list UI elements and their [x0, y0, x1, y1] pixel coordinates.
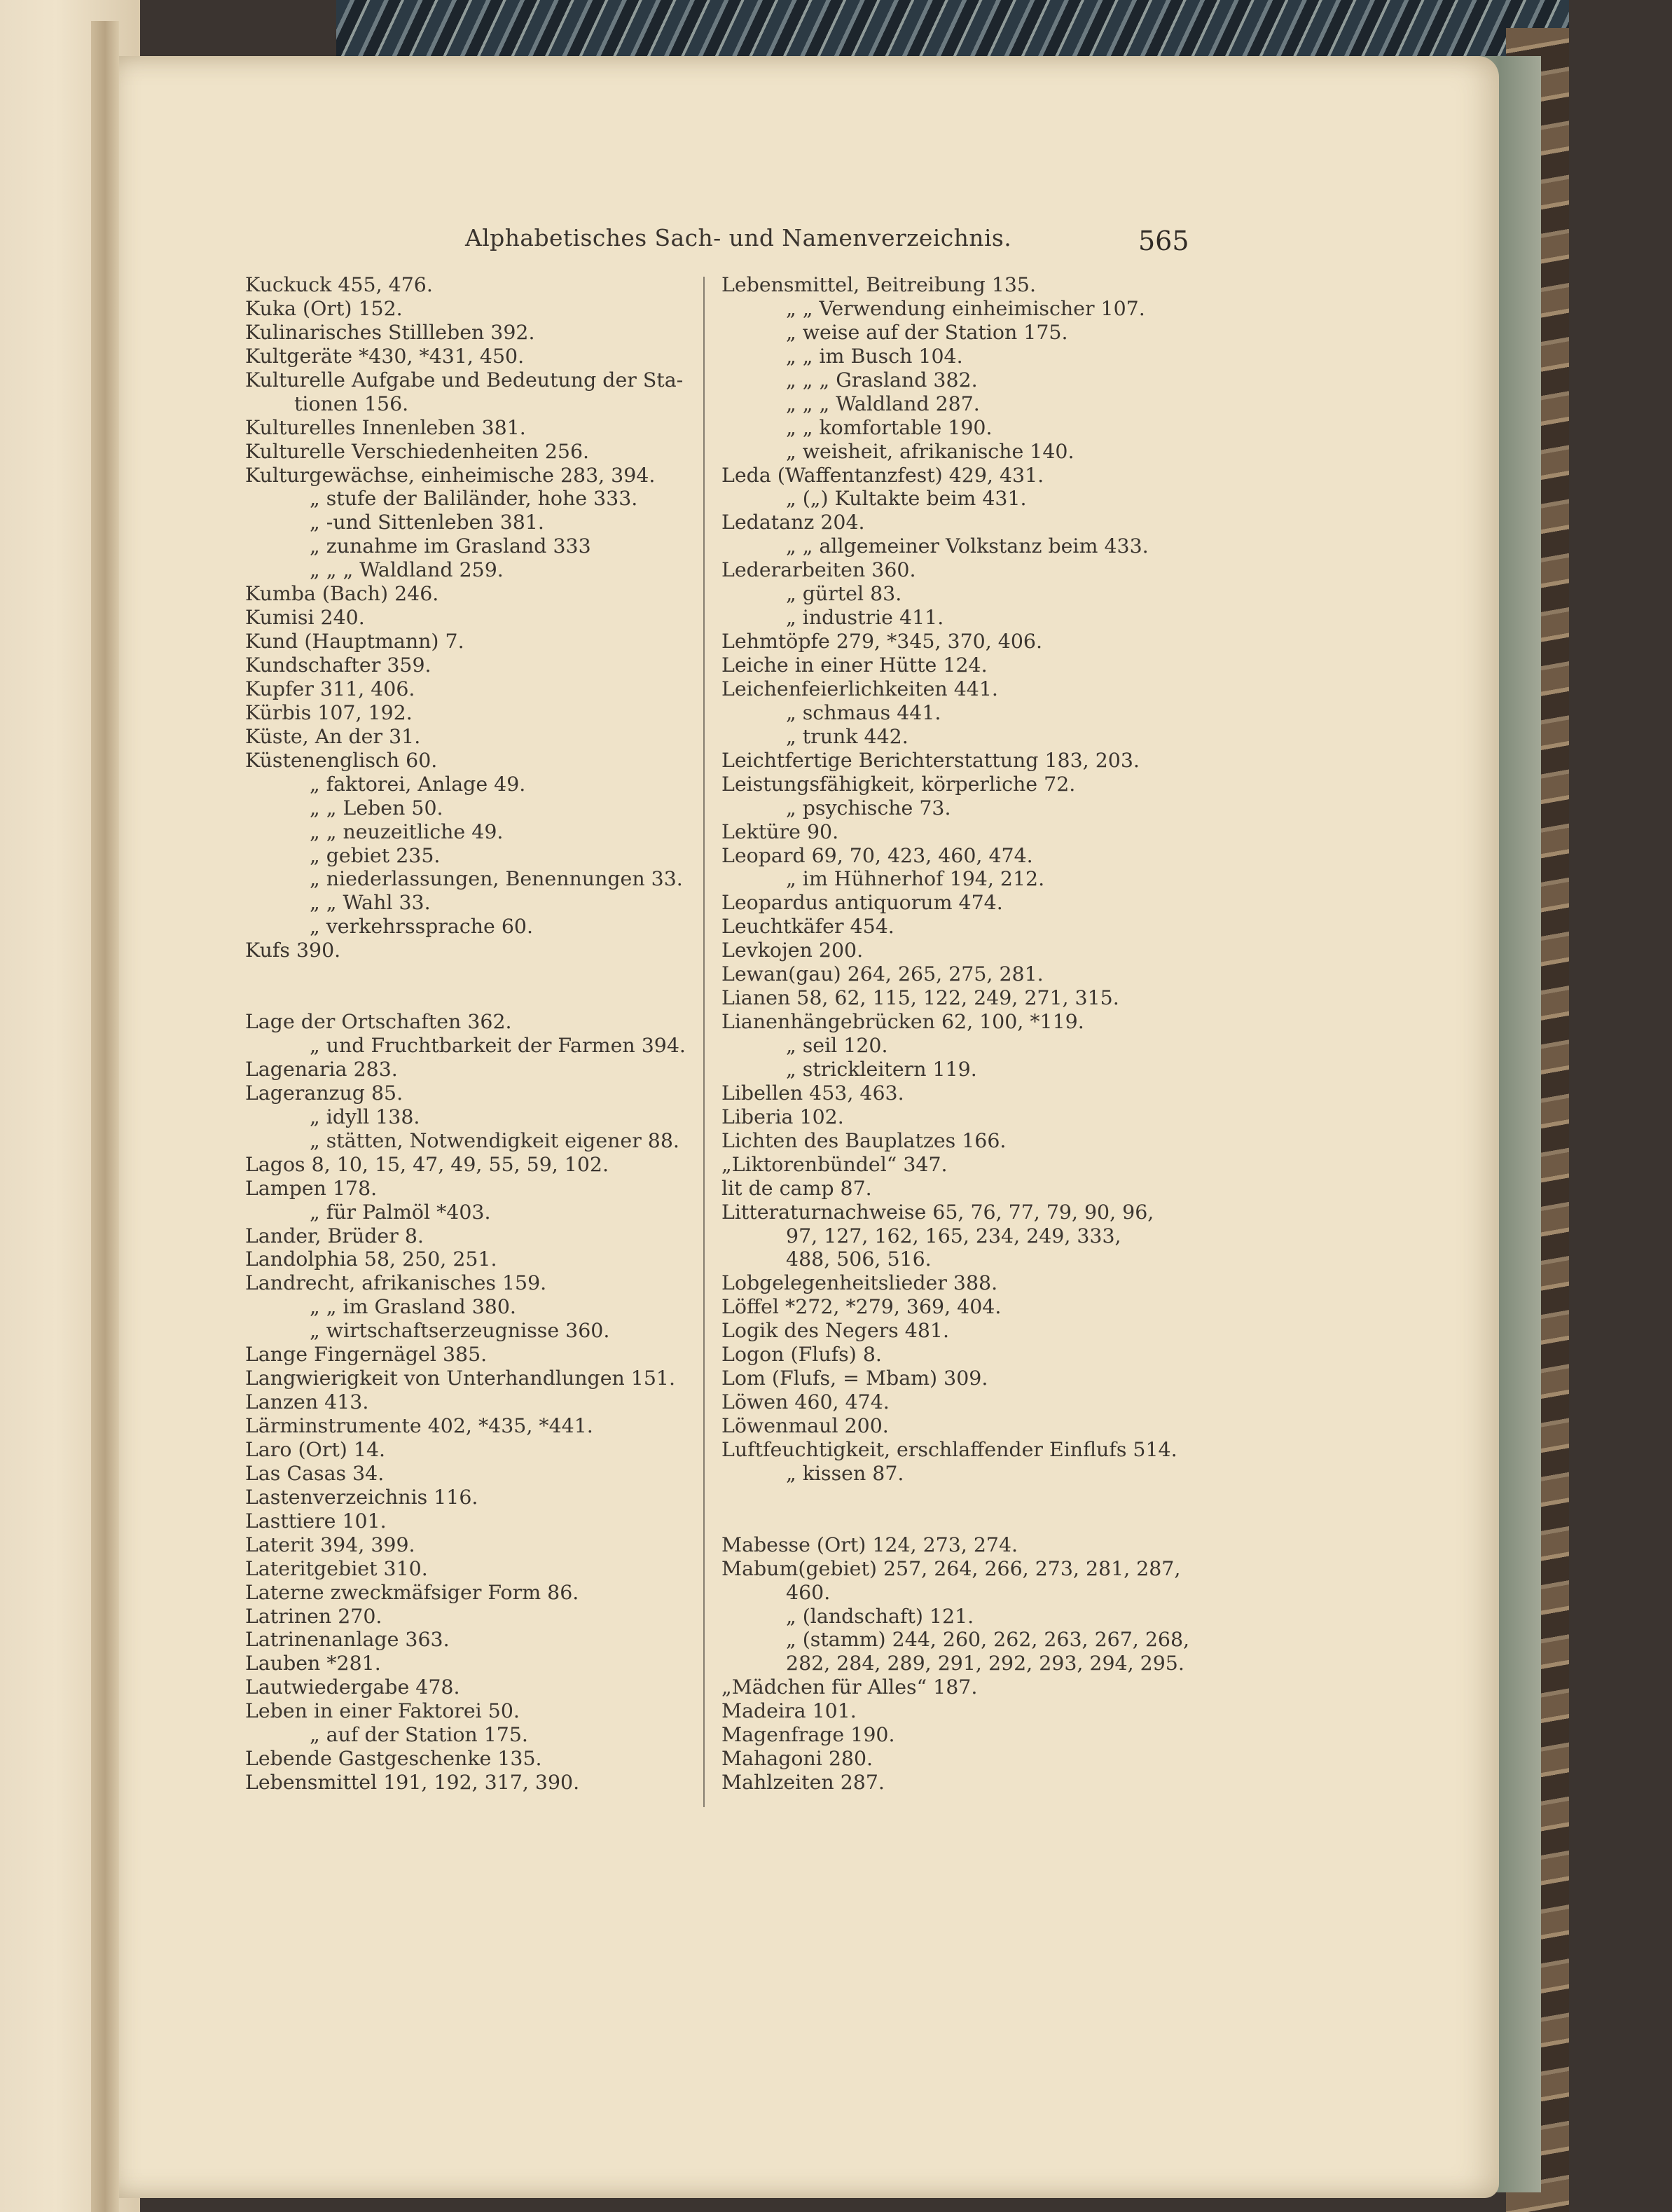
index-entry: „ stufe der Baliländer, hohe 333.: [310, 487, 638, 511]
index-entry: „ industrie 411.: [786, 606, 944, 630]
index-entry: „ „ im Grasland 380.: [310, 1295, 516, 1319]
marbled-cover-top: [336, 0, 1569, 63]
index-entry: Küste, An der 31.: [245, 724, 421, 748]
index-entry: „ für Palmöl *403.: [310, 1200, 491, 1224]
index-entry: Laterne zweckmäfsiger Form 86.: [245, 1580, 579, 1604]
section-gap: [245, 962, 707, 1010]
index-entry: Kumisi 240.: [245, 606, 365, 630]
index-entry: „ „ allgemeiner Volkstanz beim 433.: [786, 534, 1149, 558]
index-entry: „ („) Kultakte beim 431.: [786, 487, 1027, 511]
index-entry: „ „ „ Grasland 382.: [786, 368, 978, 392]
index-entry: Leopardus antiquorum 474.: [721, 891, 1003, 915]
index-entry: Lehmtöpfe 279, *345, 370, 406.: [721, 630, 1042, 654]
index-entry: „Liktorenbündel“ 347.: [721, 1152, 948, 1176]
index-entry: Lebensmittel, Beitreibung 135.: [721, 273, 1036, 296]
index-entry: Kupfer 311, 406.: [245, 677, 415, 700]
index-entry: Lange Fingernägel 385.: [245, 1343, 488, 1367]
index-entry: Kumba (Bach) 246.: [245, 582, 439, 606]
index-entry: Kulturelle Aufgabe und Bedeutung der Sta-: [245, 368, 684, 392]
index-entry: Küstenenglisch 60.: [245, 748, 438, 772]
index-entry: Lauben *281.: [245, 1652, 381, 1675]
index-entry: Lebende Gastgeschenke 135.: [245, 1747, 542, 1771]
index-entry: „ „ neuzeitliche 49.: [310, 820, 504, 843]
index-entry: „ zunahme im Grasland 333: [310, 534, 591, 558]
index-entry: Lektüre 90.: [721, 820, 839, 843]
index-entry: Kund (Hauptmann) 7.: [245, 630, 464, 654]
index-entry: Lärminstrumente 402, *435, *441.: [245, 1414, 593, 1438]
index-entry: „ (stamm) 244, 260, 262, 263, 267, 268,: [786, 1628, 1190, 1652]
index-entry: „ seil 120.: [786, 1034, 888, 1057]
index-entry: „ kissen 87.: [786, 1461, 904, 1485]
index-entry: Leichenfeierlichkeiten 441.: [721, 677, 998, 700]
index-entry: „ „ Wahl 33.: [310, 891, 431, 915]
index-entry: „ gürtel 83.: [786, 582, 902, 606]
index-entry: „ -und Sittenleben 381.: [310, 511, 544, 534]
index-entry: Kundschafter 359.: [245, 654, 431, 677]
index-entry: Kulturelles Innenleben 381.: [245, 415, 526, 439]
index-entry: Lateritgebiet 310.: [245, 1556, 428, 1580]
index-entry: „ (landschaft) 121.: [786, 1604, 974, 1628]
index-entry: „ verkehrssprache 60.: [310, 915, 533, 939]
index-entry: „ „ komfortable 190.: [786, 415, 993, 439]
index-entry: „ „ „ Waldland 259.: [310, 558, 504, 582]
index-entry: „ niederlassungen, Benennungen 33.: [310, 867, 683, 891]
index-entry: Litteraturnachweise 65, 76, 77, 79, 90, 96,: [721, 1200, 1154, 1224]
index-entry: 488, 506, 516.: [786, 1247, 932, 1271]
index-entry: „ trunk 442.: [786, 724, 908, 748]
index-entry: „ auf der Station 175.: [310, 1723, 528, 1747]
index-entry: Leichtfertige Berichterstattung 183, 203.: [721, 748, 1140, 772]
index-entry: „ gebiet 235.: [310, 843, 441, 867]
index-entry: Leistungsfähigkeit, körperliche 72.: [721, 772, 1076, 796]
index-entry: Logon (Flufs) 8.: [721, 1343, 882, 1367]
index-entry: Lageranzug 85.: [245, 1081, 403, 1105]
index-entry: „ weisheit, afrikanische 140.: [786, 439, 1075, 463]
index-entry: Lobgelegenheitslieder 388.: [721, 1271, 998, 1295]
index-entry: „ stätten, Notwendigkeit eigener 88.: [310, 1128, 679, 1152]
index-entry: „ strickleitern 119.: [786, 1057, 977, 1081]
index-entry: Libellen 453, 463.: [721, 1081, 904, 1105]
index-entry: „Mädchen für Alles“ 187.: [721, 1675, 978, 1699]
index-entry: Lichten des Bauplatzes 166.: [721, 1128, 1007, 1152]
index-entry: Lianen 58, 62, 115, 122, 249, 271, 315.: [721, 986, 1119, 1010]
index-entry: „ schmaus 441.: [786, 700, 941, 724]
index-entry: Liberia 102.: [721, 1105, 844, 1128]
index-entry: Latrinen 270.: [245, 1604, 382, 1628]
index-entry: Leda (Waffentanzfest) 429, 431.: [721, 463, 1044, 487]
index-entry: Lautwiedergabe 478.: [245, 1675, 460, 1699]
index-entry: Lanzen 413.: [245, 1390, 369, 1414]
page-number: 565: [1138, 226, 1189, 256]
section-gap: [721, 1486, 1184, 1533]
index-entry: Löffel *272, *279, 369, 404.: [721, 1295, 1002, 1319]
index-entry: Lianenhängebrücken 62, 100, *119.: [721, 1010, 1084, 1034]
index-entry: Laterit 394, 399.: [245, 1533, 415, 1556]
index-entry: Lom (Flufs, = Mbam) 309.: [721, 1367, 988, 1390]
index-column-right: [721, 273, 1190, 1795]
index-entry: Kultgeräte *430, *431, 450.: [245, 344, 525, 368]
index-entry: Ledatanz 204.: [721, 511, 865, 534]
index-entry: Löwen 460, 474.: [721, 1390, 890, 1414]
index-entry: Leiche in einer Hütte 124.: [721, 654, 988, 677]
index-entry: Mabum(gebiet) 257, 264, 266, 273, 281, 287,: [721, 1556, 1181, 1580]
index-entry: Kuka (Ort) 152.: [245, 296, 403, 320]
index-entry: Kürbis 107, 192.: [245, 700, 413, 724]
index-entry: 97, 127, 162, 165, 234, 249, 333,: [786, 1224, 1121, 1247]
index-entry: „ weise auf der Station 175.: [786, 320, 1068, 344]
index-entry: Logik des Negers 481.: [721, 1319, 949, 1343]
index-entry: Madeira 101.: [721, 1699, 857, 1723]
index-entry: Leben in einer Faktorei 50.: [245, 1699, 520, 1723]
index-entry: „ wirtschaftserzeugnisse 360.: [310, 1319, 610, 1343]
index-entry: Landrecht, afrikanisches 159.: [245, 1271, 547, 1295]
index-entry: „ „ „ Waldland 287.: [786, 392, 980, 415]
index-entry: Lage der Ortschaften 362.: [245, 1010, 512, 1034]
index-entry: Kufs 390.: [245, 939, 341, 962]
index-entry: Lasttiere 101.: [245, 1509, 387, 1533]
index-entry: Mahlzeiten 287.: [721, 1771, 885, 1795]
index-entry: Levkojen 200.: [721, 939, 864, 962]
index-entry: Langwierigkeit von Unterhandlungen 151.: [245, 1367, 676, 1390]
index-column-left: [245, 273, 707, 1795]
index-entry: Las Casas 34.: [245, 1461, 385, 1485]
index-entry: Lander, Brüder 8.: [245, 1224, 424, 1247]
book-gutter: [91, 21, 119, 2212]
index-entry: Laro (Ort) 14.: [245, 1437, 386, 1461]
index-entry: Lagos 8, 10, 15, 47, 49, 55, 59, 102.: [245, 1152, 609, 1176]
index-entry: Lebensmittel 191, 192, 317, 390.: [245, 1771, 580, 1795]
index-entry: Lederarbeiten 360.: [721, 558, 916, 582]
index-entry: Leuchtkäfer 454.: [721, 915, 894, 939]
index-entry: „ im Hühnerhof 194, 212.: [786, 867, 1045, 891]
index-entry: „ „ im Busch 104.: [786, 344, 963, 368]
index-entry: Leopard 69, 70, 423, 460, 474.: [721, 843, 1033, 867]
index-entry: Kuckuck 455, 476.: [245, 273, 433, 296]
index-entry: Landolphia 58, 250, 251.: [245, 1247, 497, 1271]
index-entry: Luftfeuchtigkeit, erschlaffender Einflufs 514.: [721, 1437, 1177, 1461]
index-entry: „ psychische 73.: [786, 796, 951, 820]
running-title: Alphabetisches Sach- und Namenverzeichnis.: [465, 224, 1012, 251]
index-entry: Lampen 178.: [245, 1176, 378, 1200]
index-entry: Mabesse (Ort) 124, 273, 274.: [721, 1533, 1018, 1556]
index-entry: tionen 156.: [294, 392, 409, 415]
index-entry: Kulturelle Verschiedenheiten 256.: [245, 439, 590, 463]
index-entry: „ „ Leben 50.: [310, 796, 443, 820]
column-divider: [703, 277, 705, 1807]
index-entry: 460.: [786, 1580, 831, 1604]
index-entry: Lastenverzeichnis 116.: [245, 1485, 478, 1509]
index-entry: Lewan(gau) 264, 265, 275, 281.: [721, 962, 1044, 986]
index-entry: Lagenaria 283.: [245, 1057, 398, 1081]
index-entry: Mahagoni 280.: [721, 1747, 873, 1771]
index-entry: lit de camp 87.: [721, 1176, 872, 1200]
index-entry: 282, 284, 289, 291, 292, 293, 294, 295.: [786, 1652, 1184, 1675]
index-entry: Latrinenanlage 363.: [245, 1628, 450, 1652]
index-entry: Magenfrage 190.: [721, 1723, 895, 1747]
index-entry: Kulinarisches Stillleben 392.: [245, 320, 535, 344]
index-entry: „ idyll 138.: [310, 1105, 420, 1128]
index-entry: Kulturgewächse, einheimische 283, 394.: [245, 463, 656, 487]
index-entry: „ faktorei, Anlage 49.: [310, 772, 526, 796]
index-entry: Löwenmaul 200.: [721, 1414, 889, 1437]
index-entry: „ „ Verwendung einheimischer 107.: [786, 296, 1145, 320]
index-entry: „ und Fruchtbarkeit der Farmen 394.: [310, 1034, 686, 1058]
